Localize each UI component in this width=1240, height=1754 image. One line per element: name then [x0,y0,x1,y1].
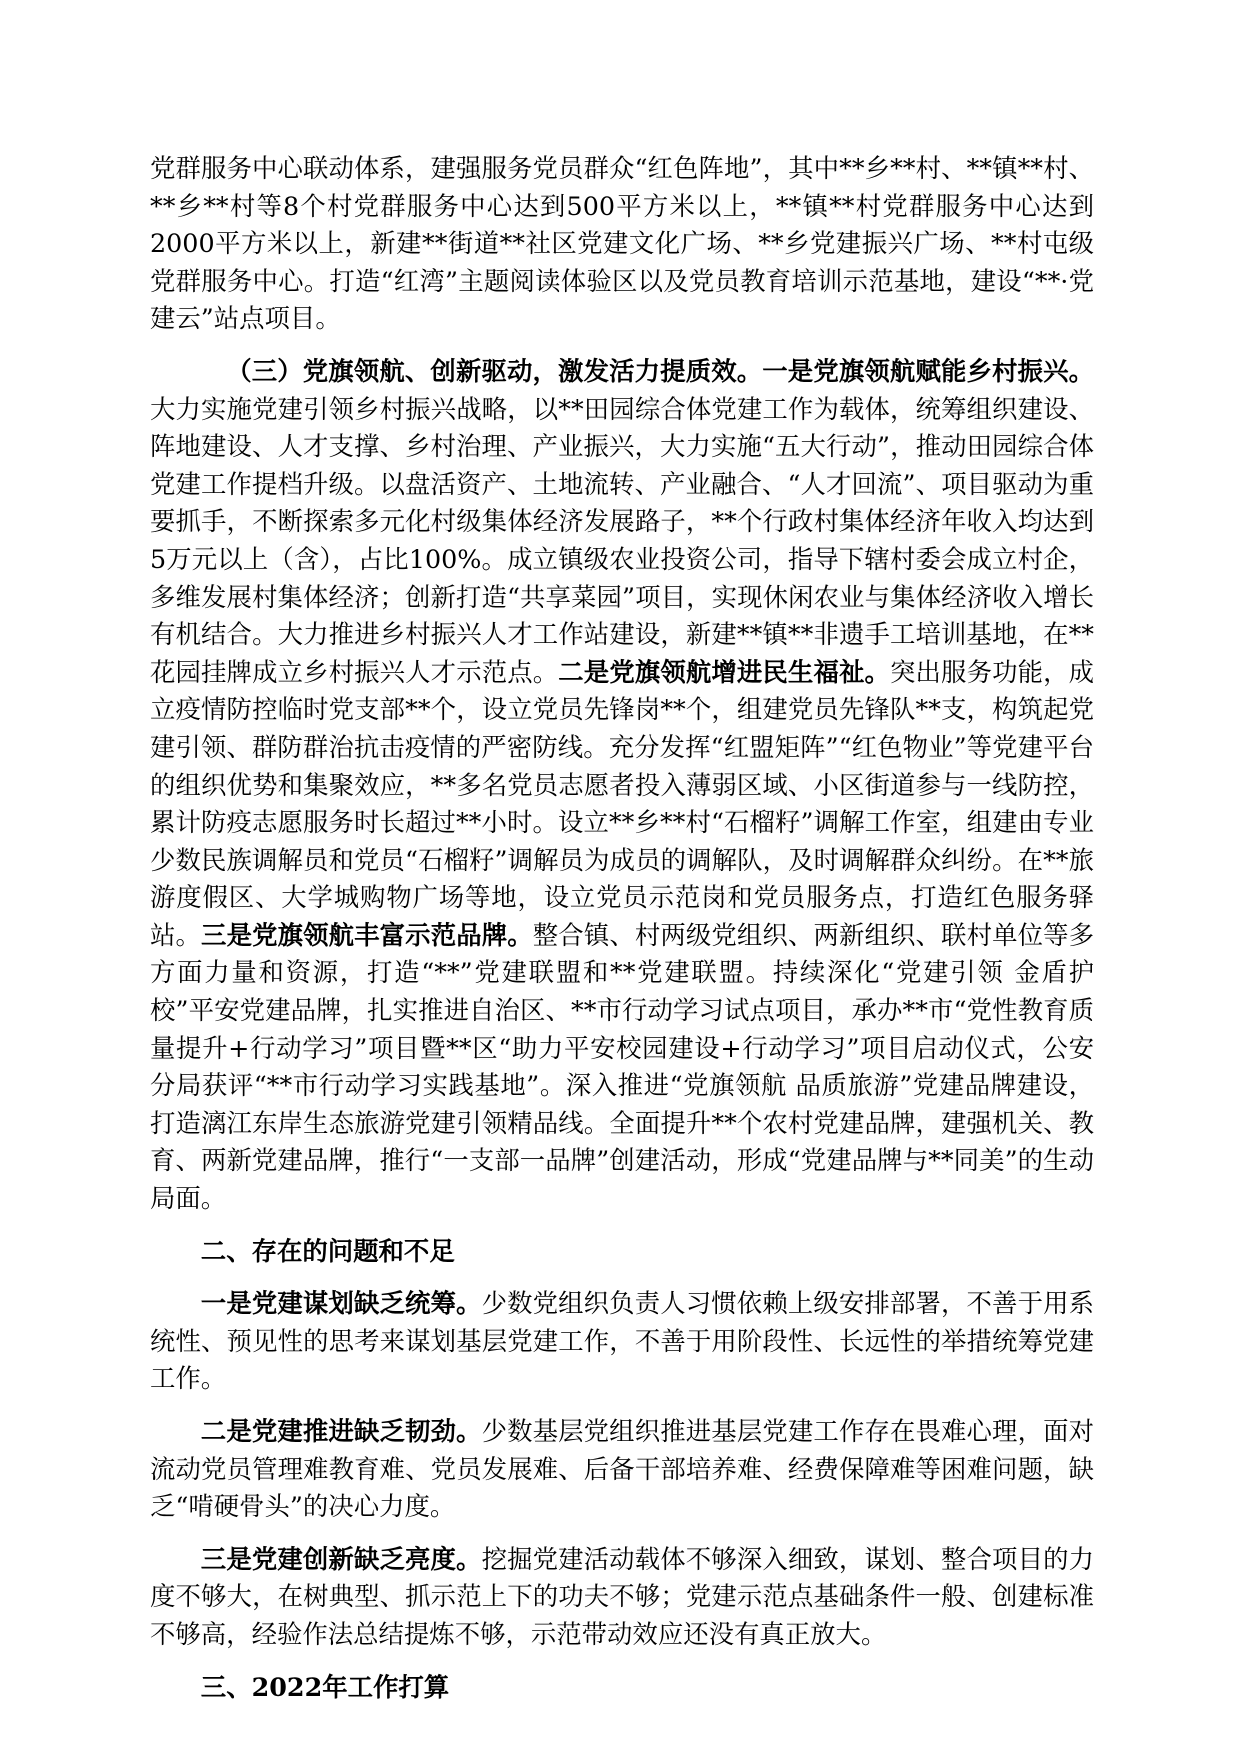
paragraph-problem-tenacity [150,1413,1094,1526]
lead-people-wellbeing: 二是党旗领航增进民生福祉。 [558,656,891,687]
paragraph-service-center: 党群服务中心联动体系，建强服务党员群众“红色阵地”，其中**乡**村、**镇**村、**乡**村等8个村党群服务中心达到500平方米以上，**镇**村党群服务中心达到2000平方米以上，新建**街道**社区党建文化广场、**乡党建振兴广场、**村屯级党群服务中心。打造“红湾”主题阅读体验区以及党员教育培训示范基地，建设“**·党建云”站点项目。 [150,153,1094,334]
text-problem-planning: 少数党组织负责人习惯依赖上级安排部署，不善于用系统性、预见性的思考来谋划基层党建工作，不善于用阶段性、长远性的举措统筹党建工作。 [150,1288,1095,1394]
text-people-wellbeing: 突出服务功能，成立疫情防控临时党支部**个，设立党员先锋岗**个，组建党员先锋队**支，构筑起党建引领、群防群治抗击疫情的严密防线。充分发挥“红盟矩阵”“红色物业”等党建平台的组织优势和集聚效应，**多名党员志愿者投入薄弱区域、小区街道参与一线防控，累计防疫志愿服务时长超过**小时。设立**乡**村“石榴籽”调解工作室，组建由专业少数民族调解员和党员“石榴籽”调解员为成员的调解队，及时调解群众纠纷。在**旅游度假区、大学城购物广场等地，设立党员示范岗和党员服务点，打造红色服务驿站。 [150,656,1095,950]
paragraph-problem-innovation [150,1541,1094,1654]
section-heading-three: （三）党旗领航、创新驱动，激发活力提质效。 [226,355,763,386]
paragraph-problem-planning [150,1285,1094,1398]
text-rural-revitalization: 大力实施党建引领乡村振兴战略，以**田园综合体党建工作为载体，统筹组织建设、阵地建设、人才支撑、乡村治理、产业振兴，大力实施“五大行动”，推动田园综合体党建工作提档升级。以盘活资产、土地流转、产业融合、“人才回流”、项目驱动为重要抓手，不断探索多元化村级集体经济发展路子，**个行政村集体经济年收入均达到5万元以上（含），占比100%。成立镇级农业投资公司，指导下辖村委会成立村企，多维发展村集体经济；创新打造“共享菜园”项目，实现休闲农业与集体经济收入增长有机结合。大力推进乡村振兴人才工作站建设，新建**镇**非遗手工培训基地，在**花园挂牌成立乡村振兴人才示范点。 [150,393,1095,687]
paragraph-party-flag-leading [150,353,1094,1218]
text-problem-tenacity: 少数基层党组织推进基层党建工作存在畏难心理，面对流动党员管理难教育难、党员发展难、后备干部培养难、经费保障难等困难问题，缺乏“啃硬骨头”的决心力度。 [150,1416,1095,1522]
lead-problem-tenacity: 二是党建推进缺乏韧劲。 [200,1416,482,1446]
lead-rural-revitalization: 一是党旗领航赋能乡村振兴。 [762,355,1095,386]
lead-problem-innovation: 三是党建创新缺乏亮度。 [200,1543,482,1574]
text-demonstration-brand: 整合镇、村两级党组织、两新组织、联村单位等多方面力量和资源，打造“**”党建联盟和**党建联盟。持续深化“党建引领 金盾护校”平安党建品牌，扎实推进自治区、**市行动学习试点项目，承办**市“党性教育质量提升+行动学习”项目暨**区“助力平安校园建设+行动学习”项目启动仪式，公安分局获评“**市行动学习实践基地”。深入推进“党旗领航 品质旅游”党建品牌建设，打造漓江东岸生态旅游党建引领精品线。全面提升**个农村党建品牌，建强机关、教育、两新党建品牌，推行“一支部一品牌”创建活动，形成“党建品牌与**同美”的生动局面。 [150,919,1095,1214]
heading-problems: 二、存在的问题和不足 [200,1235,455,1266]
lead-demonstration-brand: 三是党旗领航丰富示范品牌。 [201,919,533,950]
heading-work-plan-2022: 三、2022年工作打算 [200,1671,450,1702]
lead-problem-planning: 一是党建谋划缺乏统筹。 [200,1288,482,1319]
text-problem-innovation: 挖掘党建活动载体不够深入细致，谋划、整合项目的力度不够大，在树典型、抓示范上下的功夫不够；党建示范点基础条件一般、创建标准不够高，经验作法总结提炼不够，示范带动效应还没有真正放大。 [150,1543,1095,1649]
